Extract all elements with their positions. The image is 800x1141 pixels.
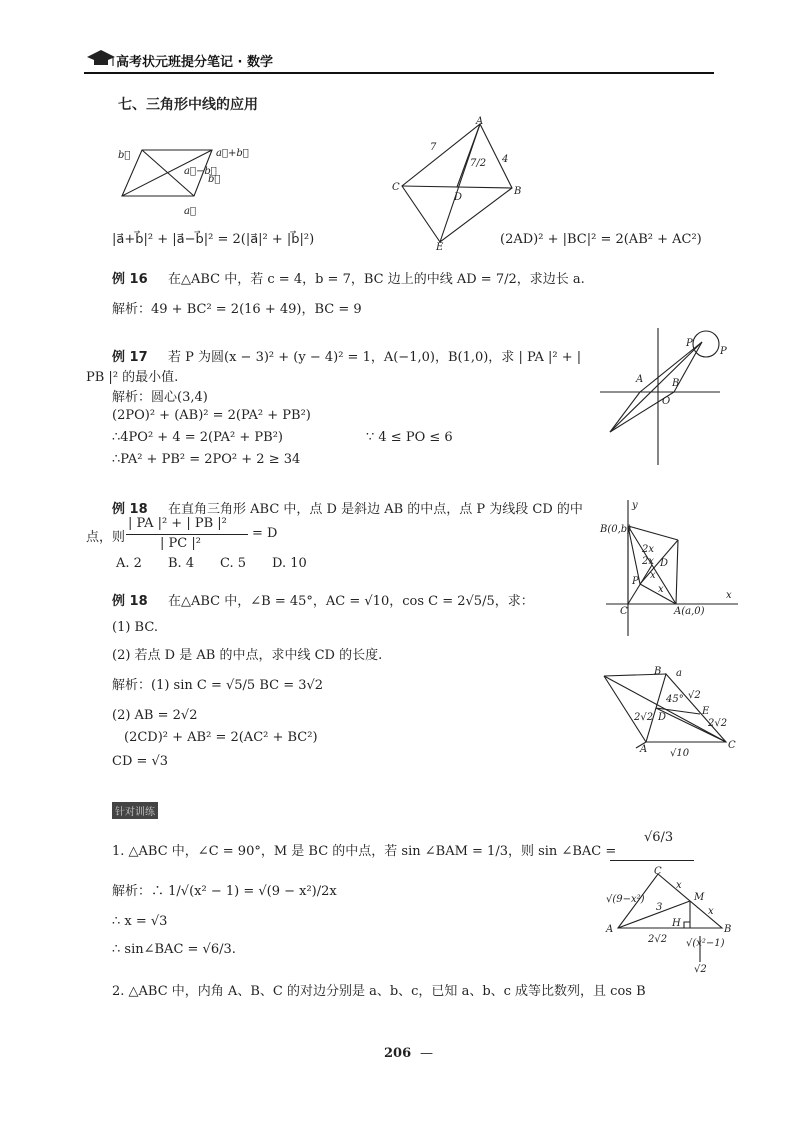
median-figure: [390, 116, 530, 253]
fig18a-label-D: D: [660, 558, 669, 569]
fig2-label-7: 7: [430, 142, 437, 153]
fig18a-label-2x-1: 2x: [642, 544, 655, 555]
ex18a-frac-bar: [126, 534, 248, 535]
fig18b-label-D: D: [658, 712, 667, 723]
ex18a-option-a: A. 2: [116, 556, 142, 571]
fig18a-label-B: B(0,b): [600, 524, 632, 535]
ex17-text2: PB |² 的最小值.: [86, 370, 179, 385]
ex17-line-4: ∴PA² + PB² = 2PO² + 2 ≥ 34: [112, 452, 301, 467]
fig1-label-b2: b⃗: [208, 174, 221, 185]
practice-p1: 1. △ABC 中，∠C = 90°，M 是 BC 的中点，若 sin ∠BAM = 1/3，则 sin ∠BAC =: [112, 844, 617, 859]
ex18b-s1: 解析：(1) sin C = √5/5 BC = 3√2: [112, 678, 324, 693]
fig-p1-label-B: B: [724, 924, 732, 935]
ex16-text: 在△ABC 中，若 c = 4，b = 7，BC 边上的中线 AD = 7/2，求边长 a.: [168, 272, 585, 287]
ex17-line-2: (2PO)² + (AB)² = 2(PA² + PB²): [112, 408, 311, 423]
fig1-label-diff: a⃗−b⃗: [184, 166, 217, 177]
ex18a-option-d: D. 10: [272, 556, 307, 571]
vector-parallelogram-figure: [112, 138, 262, 223]
fig17-label-A: A: [636, 374, 644, 385]
circle-axes-figure: [600, 320, 740, 470]
ex18b-s3: (2CD)² + AB² = 2(AC² + BC²): [124, 730, 318, 745]
fig18b-label-root10: √10: [670, 748, 690, 759]
ex17-label: 例 17: [112, 350, 148, 365]
fig2-label-E: E: [436, 242, 444, 253]
fig-p1-label-sqrt: √(9−x²): [606, 894, 645, 905]
practice-p1-sol2: ∴ x = √3: [112, 914, 168, 929]
ex17-text1: 若 P 为圆(x − 3)² + (y − 4)² = 1，A(−1,0)，B(1,0)，求 | PA |² + |: [168, 350, 582, 365]
ex18b-q1: (1) BC.: [112, 620, 158, 635]
fig-p1-label-C: C: [654, 866, 662, 877]
page-dash: —: [420, 1046, 433, 1061]
fig18a-label-P: P: [632, 576, 639, 587]
fig-p1-label-A: A: [606, 924, 614, 935]
ex16-label: 例 16: [112, 272, 148, 287]
practice-p1-sol1: 解析：∴ 1/√(x² − 1) = √(9 − x²)/2x: [112, 884, 337, 899]
fig18a-label-A: A(a,0): [674, 606, 705, 617]
ex18a-text1: 在直角三角形 ABC 中，点 D 是斜边 AB 的中点，点 P 为线段 CD 的中: [168, 502, 583, 517]
ex17-condition: ∵ 4 ≤ PO ≤ 6: [366, 430, 453, 445]
page-number: 206: [384, 1046, 412, 1061]
formula-geometric: (2AD)² + |BC|² = 2(AB² + AC²): [500, 232, 702, 247]
fig-p1-label-2root2: 2√2: [648, 934, 668, 945]
fig17-label-O: O: [662, 396, 671, 407]
ex18a-frac-den: | PC |²: [160, 536, 201, 551]
fig17-label-P2: P: [720, 346, 727, 357]
ex18b-text: 在△ABC 中，∠B = 45°，AC = √10，cos C = 2√5/5，求：: [168, 594, 534, 609]
fig18b-label-2root2-b: 2√2: [708, 718, 728, 729]
ex18a-text2-pre: 点，则: [86, 530, 126, 545]
fig1-label-a: a⃗: [184, 206, 196, 217]
fig2-label-C: C: [392, 182, 400, 193]
ex18a-option-b: B. 4: [168, 556, 195, 571]
fig18b-label-root2: √2: [688, 690, 701, 701]
fig-p1-label-3: 3: [656, 902, 663, 913]
fig17-label-P1: P: [686, 338, 693, 349]
fig2-label-4: 4: [502, 154, 509, 165]
fig18a-label-x-2: x: [658, 584, 664, 595]
practice-badge: 针对训练: [112, 802, 158, 819]
fig-p1-label-x1: x: [676, 880, 682, 891]
triangle-45-figure: [596, 664, 736, 764]
fig18b-label-B: B: [654, 666, 662, 677]
fig-p1-label-sqrtx2: √(x²−1): [686, 938, 725, 949]
fig18a-label-x-1: x: [650, 570, 656, 581]
ex18b-s2: (2) AB = 2√2: [112, 708, 198, 723]
ex18b-q2: (2) 若点 D 是 AB 的中点，求中线 CD 的长度.: [112, 648, 383, 663]
ex17-line-1: 解析：圆心(3,4): [112, 390, 208, 405]
right-triangle-coords-figure: [598, 500, 743, 640]
fig1-label-b: b⃗: [118, 150, 131, 161]
ex16-solution: 解析：49 + BC² = 2(16 + 49)，BC = 9: [112, 302, 362, 317]
answer-underline: [610, 860, 694, 861]
fig2-label-A: A: [476, 116, 484, 127]
practice-p2: 2. △ABC 中，内角 A、B、C 的对边分别是 a、b、c，已知 a、b、c 成等比数列，且 cos B: [112, 984, 646, 999]
fig18b-label-2root2-a: 2√2: [634, 712, 654, 723]
section-title: 七、三角形中线的应用: [118, 97, 258, 113]
fig18a-label-y: y: [632, 500, 638, 511]
fig-p1-label-M: M: [694, 892, 705, 903]
fig1-label-sum: a⃗+b⃗: [216, 148, 249, 159]
fig17-label-B: B: [672, 378, 680, 389]
practice-triangle-figure: [604, 866, 744, 976]
fig18b-label-A: A: [640, 744, 648, 755]
ex18b-label: 例 18: [112, 594, 148, 609]
fig18a-label-x: x: [726, 590, 732, 601]
ex18b-s4: CD = √3: [112, 754, 169, 769]
practice-p1-answer: √6/3: [644, 830, 674, 845]
fig18b-label-a: a: [676, 668, 682, 679]
fig2-label-D: D: [454, 192, 463, 203]
fig-p1-label-x2: x: [708, 906, 714, 917]
ex18a-label: 例 18: [112, 502, 148, 517]
ex18a-frac-num: | PA |² + | PB |²: [128, 516, 227, 531]
fig-p1-label-root2: √2: [694, 964, 707, 975]
header-title: 高考状元班提分笔记 · 数学: [116, 55, 273, 70]
fig2-label-B: B: [514, 186, 522, 197]
ex18a-option-c: C. 5: [220, 556, 247, 571]
header-rule: [84, 72, 714, 74]
fig18b-label-C: C: [728, 740, 736, 751]
graduation-cap-icon: [86, 48, 116, 70]
fig-p1-label-H: H: [672, 918, 681, 929]
fig18b-label-45: 45°: [666, 694, 684, 705]
fig18b-label-E: E: [702, 706, 710, 717]
fig18a-label-C: C: [620, 606, 628, 617]
ex17-line-3: ∴4PO² + 4 = 2(PA² + PB²): [112, 430, 283, 445]
ex18a-text2-post: = D: [252, 526, 278, 541]
fig2-label-7half: 7/2: [470, 158, 487, 169]
practice-p1-sol3: ∴ sin∠BAC = √6/3.: [112, 942, 236, 957]
fig18a-label-2x-2: 2x: [642, 556, 655, 567]
formula-vector: |a⃗+b⃗|² + |a⃗−b⃗|² = 2(|a⃗|² + |b⃗|²): [112, 232, 315, 247]
